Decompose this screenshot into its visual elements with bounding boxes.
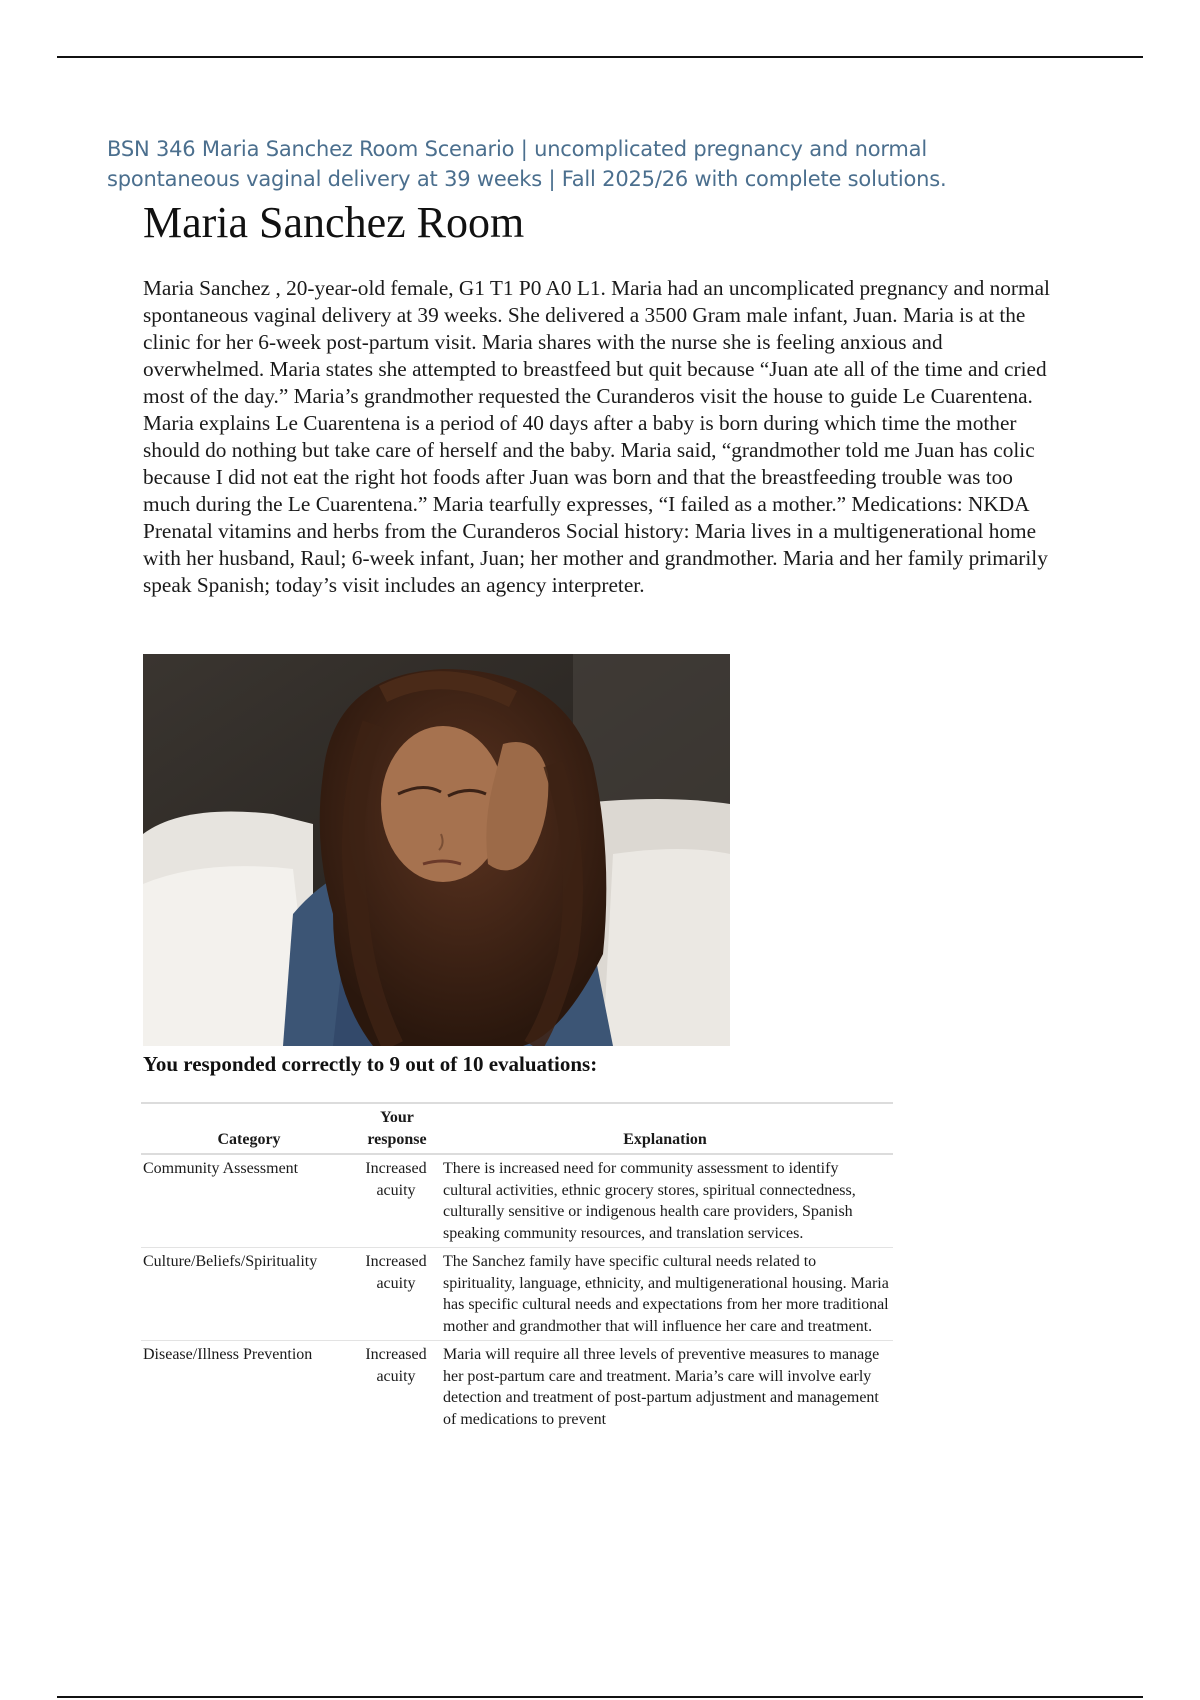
row-response: Increased acuity: [365, 1346, 427, 1385]
scenario-intro: Maria Sanchez , 20-year-old female, G1 T1 P0 A0 L1. Maria had an uncomplicated pregnancy and normal spontaneous vaginal delivery at 39 weeks. She delivered a 3500 Gram male infant, Juan. Maria is at the clinic for her 6-week post-partum visit. Maria shares with the nurse she is feeling anxious and overwhelmed. Maria states she attempted to breastfeed but quit because “Juan ate all of the time and cried most of the day.” Maria’s grandmother requested the Curanderos visit the house to guide Le Cuarentena. Maria explains Le Cuarentena is a period of 40 days after a baby is born during which time the mother should do nothing but take care of herself and the baby. Maria said, “grandmother told me Juan has colic because I did not eat the right hot foods after Juan was born and that the breastfeeding trouble was too much during the Le Cuarentena.” Maria tearfully expresses, “I failed as a mother.” Medications: NKDA Prenatal vitamins and herbs from the Curanderos Social history: Maria lives in a multigenerational home with her husband, Raul; 6-week infant, Juan; her mother and grandmother. Maria and her family primarily speak Spanish; today’s visit includes an agency interpreter.: [143, 276, 1050, 597]
banner-line-1: BSN 346 Maria Sanchez Room Scenario | uncomplicated pregnancy and normal: [107, 137, 927, 161]
row-explanation: There is increased need for community assessment to identify cultural activities, ethnic grocery stores, spiritual connectedness, culturally sensitive or indigenous health care providers, Spanish speaking community resources, and translation services.: [437, 1154, 893, 1248]
top-rule: [57, 56, 1143, 58]
page-title: Maria Sanchez Room: [143, 198, 525, 247]
row-response: Increased acuity: [357, 1248, 437, 1341]
table-header-row: [141, 1103, 893, 1154]
row-category: Community Assessment: [141, 1154, 357, 1248]
score-summary: You responded correctly to 9 out of 10 evaluations:: [143, 1052, 598, 1076]
header-category: Category: [141, 1103, 357, 1154]
row-explanation: Maria will require all three levels of preventive measures to manage her post-partum care and treatment. Maria’s care will involve early detection and treatment of post-partum adjustment and management of medications to prevent: [443, 1346, 880, 1428]
document-banner: [107, 134, 1067, 194]
row-category: Disease/Illness Prevention: [143, 1346, 313, 1363]
header-response: Your response: [357, 1103, 437, 1154]
table-row: [141, 1154, 893, 1248]
patient-photo-illustration: [143, 654, 730, 1046]
header-explanation: Explanation: [437, 1103, 893, 1154]
table-row: [141, 1341, 893, 1434]
bottom-rule: [57, 1696, 1143, 1698]
patient-photo: [143, 654, 730, 1046]
banner-line-2: spontaneous vaginal delivery at 39 weeks | Fall 2025/26 with complete solutions.: [107, 167, 947, 191]
table-row: [141, 1248, 893, 1341]
evaluation-table: [141, 1102, 893, 1433]
row-category: Culture/Beliefs/Spirituality: [141, 1248, 357, 1341]
row-explanation: The Sanchez family have specific cultural needs related to spirituality, language, ethnicity, and multigenerational housing. Maria has specific cultural needs and expectations from her more traditional mother and grandmother that will influence her care and treatment.: [437, 1248, 893, 1341]
row-response: Increased acuity: [357, 1154, 437, 1248]
